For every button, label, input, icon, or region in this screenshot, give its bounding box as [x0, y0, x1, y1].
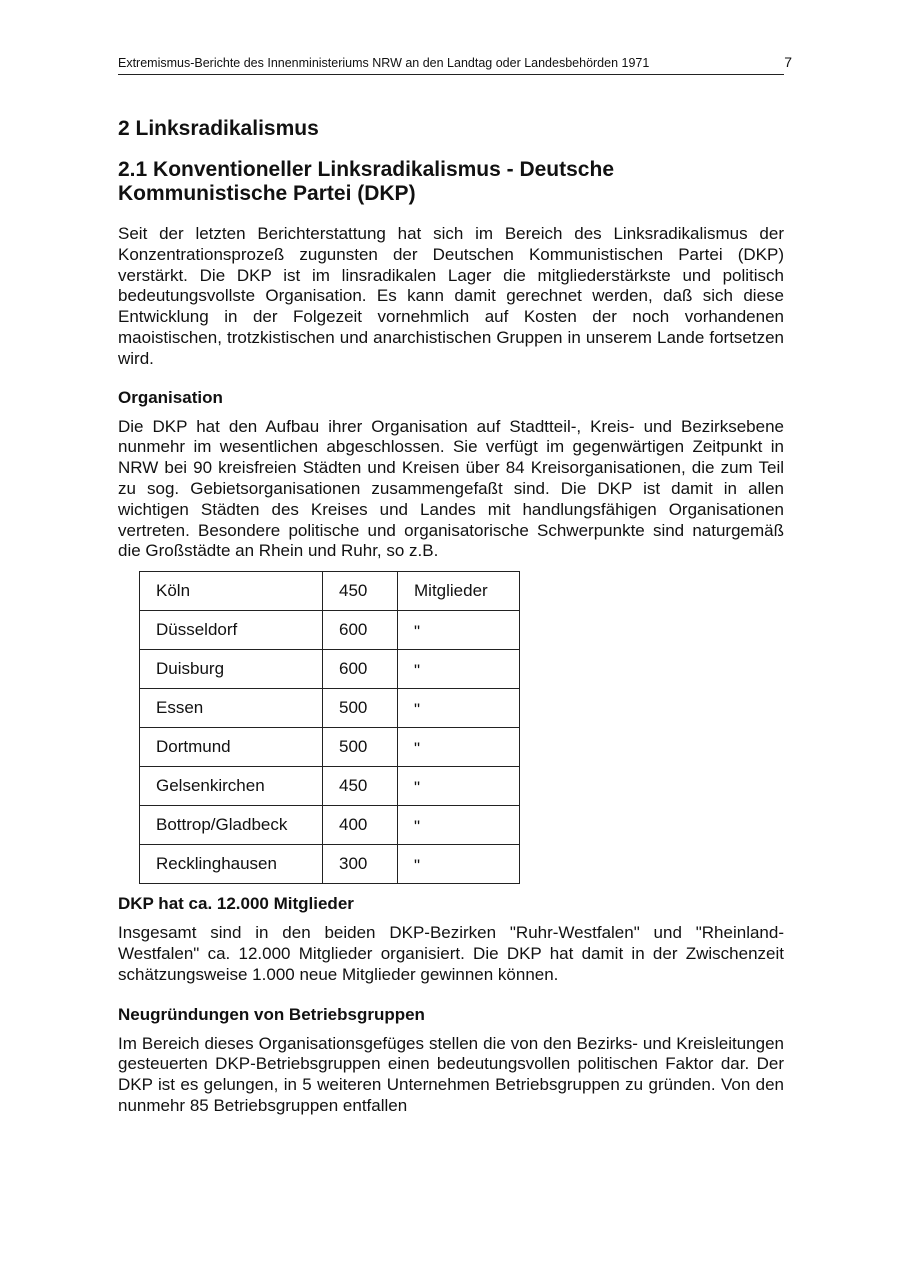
count-cell: 300	[323, 845, 398, 884]
count-cell: 450	[323, 767, 398, 806]
betriebsgruppen-paragraph: Im Bereich dieses Organisationsgefüges stellen die von den Bezirks- und Kreisleitungen gesteuerten DKP-Betriebsgruppen einen bedeutungsvollen politischen Faktor dar. Der DKP ist es gelungen, in 5 weiteren Unternehmen Betriebsgruppen zu gründen. Von den nunmehr 85 Betriebsgruppen entfallen	[118, 1033, 784, 1115]
page-number: 7	[784, 54, 792, 70]
count-cell: 500	[323, 728, 398, 767]
table-row	[140, 572, 520, 611]
note-cell: "	[398, 650, 520, 689]
table-row	[140, 845, 520, 884]
table-row	[140, 728, 520, 767]
table-row	[140, 806, 520, 845]
subsection-heading: 2.1 Konventioneller Linksradikalismus - Deutsche Kommunistische Partei (DKP)	[118, 158, 614, 205]
city-cell: Gelsenkirchen	[140, 767, 323, 806]
page-content	[118, 116, 784, 1117]
city-cell: Bottrop/Gladbeck	[140, 806, 323, 845]
city-cell: Düsseldorf	[140, 611, 323, 650]
count-cell: 450	[323, 572, 398, 611]
running-header	[118, 54, 792, 75]
city-cell: Recklinghausen	[140, 845, 323, 884]
table-row	[140, 767, 520, 806]
city-cell: Essen	[140, 689, 323, 728]
count-cell: 600	[323, 650, 398, 689]
header-title: Extremismus-Berichte des Innenministeriums NRW an den Landtag oder Landesbehörden 1971	[118, 56, 650, 70]
table-row	[140, 689, 520, 728]
city-cell: Köln	[140, 572, 323, 611]
organisation-heading: Organisation	[118, 387, 223, 407]
city-cell: Duisburg	[140, 650, 323, 689]
table-row	[140, 650, 520, 689]
section-heading: 2 Linksradikalismus	[118, 117, 319, 140]
betriebsgruppen-heading: Neugründungen von Betriebsgruppen	[118, 1004, 425, 1024]
organisation-paragraph: Die DKP hat den Aufbau ihrer Organisation auf Stadtteil-, Kreis- und Bezirksebene nunmehr im wesentlichen abgeschlossen. Sie verfügt im gegenwärtigen Zeitpunkt in NRW bei 90 kreisfreien Städten und Kreisen über 84 Kreisorganisationen, die zum Teil zu sog. Gebietsorganisationen zusammengefaßt sind. Die DKP ist damit in allen wichtigen Städten des Kreises und Landes mit handlungsfähigen Organisationen vertreten. Besondere politische und organisatorische Schwerpunkte sind naturgemäß die Großstädte an Rhein und Ruhr, so z.B.	[118, 416, 784, 561]
total-members-paragraph: Insgesamt sind in den beiden DKP-Bezirken "Ruhr-Westfalen" und "Rheinland-Westfalen" ca. 12.000 Mitglieder organisiert. Die DKP hat damit in der Zwischenzeit schätzungsweise 1.000 neue Mitglieder gewinnen können.	[118, 923, 784, 984]
membership-table	[139, 571, 520, 884]
note-cell: "	[398, 845, 520, 884]
table-row	[140, 611, 520, 650]
count-cell: 600	[323, 611, 398, 650]
note-cell: Mitglieder	[398, 572, 520, 611]
note-cell: "	[398, 767, 520, 806]
count-cell: 500	[323, 689, 398, 728]
note-cell: "	[398, 728, 520, 767]
city-cell: Dortmund	[140, 728, 323, 767]
note-cell: "	[398, 689, 520, 728]
intro-paragraph: Seit der letzten Berichterstattung hat sich im Bereich des Linksradikalismus der Konzentrationsprozeß zugunsten der Deutschen Kommunistischen Partei (DKP) verstärkt. Die DKP ist im linsradikalen Lager die mitgliederstärkste und politisch bedeutungsvollste Organisation. Es kann damit gerechnet werden, daß sich diese Entwicklung in der Folgezeit vornehmlich auf Kosten der noch vorhandenen maoistischen, trotzkistischen und anarchistischen Gruppen in unserem Lande fortsetzen wird.	[118, 224, 784, 368]
total-members-heading: DKP hat ca. 12.000 Mitglieder	[118, 894, 354, 914]
note-cell: "	[398, 611, 520, 650]
note-cell: "	[398, 806, 520, 845]
count-cell: 400	[323, 806, 398, 845]
